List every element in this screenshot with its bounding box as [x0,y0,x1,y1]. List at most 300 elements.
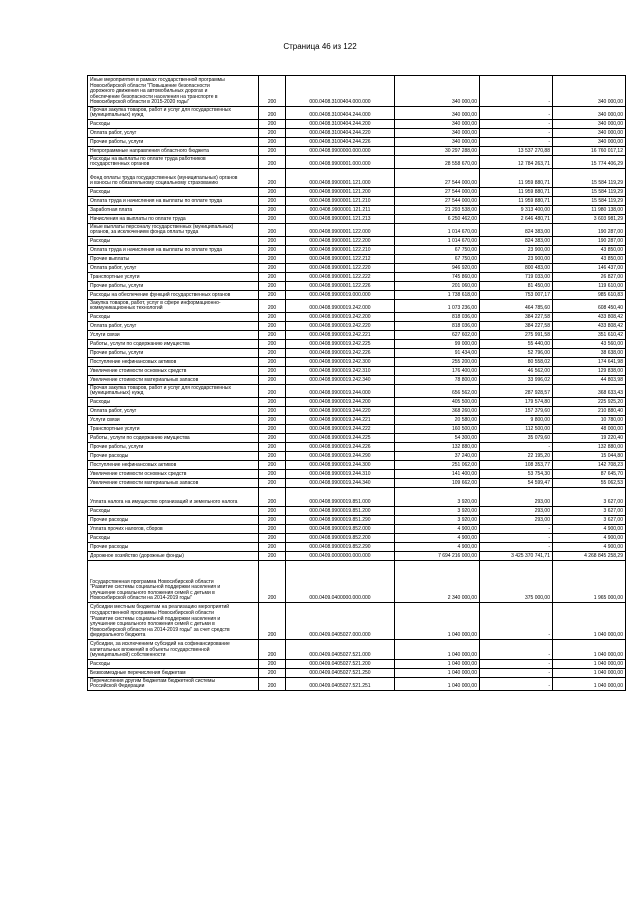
row-executed-cell: 293,00 [480,488,553,507]
table-row [88,273,626,282]
row-code-cell: 200 [259,322,286,331]
table-row [88,452,626,461]
row-executed-cell: 80 558,02 [480,358,553,367]
row-name-cell: Непрограммные направления областного бюджета [88,147,259,156]
row-code-cell: 200 [259,169,286,188]
table-row [88,129,626,138]
row-approved-cell: 1 040 000,00 [395,669,480,678]
row-executed-cell: - [480,678,553,691]
row-classifier-cell: 000.0409.0405027.000.000 [286,603,395,640]
table-row [88,425,626,434]
row-classifier-cell: 000.0408.9900019.244.226 [286,443,395,452]
row-remaining-cell: 15 584 119,29 [553,188,626,197]
table-row [88,543,626,552]
row-approved-cell: 3 920,00 [395,488,480,507]
row-name-cell: Прочие расходы [88,516,259,525]
row-approved-cell: 201 060,00 [395,282,480,291]
row-remaining-cell: 1 040 000,00 [553,669,626,678]
row-classifier-cell: 000.0408.9900019.244.220 [286,407,395,416]
row-executed-cell: 179 574,80 [480,398,553,407]
row-remaining-cell: 351 610,42 [553,331,626,340]
row-code-cell: 200 [259,107,286,120]
row-approved-cell: 67 750,00 [395,255,480,264]
row-code-cell: 200 [259,120,286,129]
row-code-cell: 200 [259,255,286,264]
row-executed-cell: 46 562,00 [480,367,553,376]
row-approved-cell: 27 544 000,00 [395,197,480,206]
row-code-cell: 200 [259,246,286,255]
row-approved-cell: 340 000,00 [395,76,480,107]
row-code-cell: 200 [259,376,286,385]
table-row [88,479,626,488]
row-remaining-cell: 26 827,00 [553,273,626,282]
table-row [88,488,626,507]
row-approved-cell: 745 860,00 [395,273,480,282]
row-classifier-cell: 000.0408.9900019.242.340 [286,376,395,385]
row-name-cell: Транспортные услуги [88,425,259,434]
row-code-cell: 200 [259,678,286,691]
row-remaining-cell: 10 780,00 [553,416,626,425]
row-code-cell: 200 [259,224,286,237]
table-row [88,255,626,264]
row-approved-cell: 340 000,00 [395,129,480,138]
row-executed-cell: - [480,525,553,534]
table-row [88,678,626,691]
row-executed-cell: 293,00 [480,516,553,525]
table-row [88,349,626,358]
row-name-cell: Государственная программа Новосибирской области "Развитие системы социальной поддержки населения и улучшение социального положения семей с детьми в Новосибирской области на 2014-2019 годы" [88,561,259,603]
row-classifier-cell: 000.0408.9900019.244.200 [286,398,395,407]
row-classifier-cell: 000.0408.9900019.852.000 [286,525,395,534]
row-executed-cell: 384 227,58 [480,322,553,331]
row-classifier-cell: 000.0408.9900001.122.200 [286,237,395,246]
table-row [88,416,626,425]
row-classifier-cell: 000.0408.9900001.121.210 [286,197,395,206]
table-row [88,660,626,669]
row-approved-cell: 340 000,00 [395,138,480,147]
table-row [88,76,626,107]
row-executed-cell: 108 353,77 [480,461,553,470]
row-code-cell: 200 [259,543,286,552]
row-remaining-cell: 119 610,00 [553,282,626,291]
row-code-cell: 200 [259,660,286,669]
table-row [88,246,626,255]
row-classifier-cell: 000.0408.9900019.242.226 [286,349,395,358]
row-name-cell: Расходы [88,534,259,543]
row-classifier-cell: 000.0408.9900019.852.290 [286,543,395,552]
table-row [88,237,626,246]
row-code-cell: 200 [259,188,286,197]
row-approved-cell: 160 500,00 [395,425,480,434]
row-classifier-cell: 000.0409.0405027.521.200 [286,660,395,669]
row-remaining-cell: 340 000,00 [553,129,626,138]
row-executed-cell: 824 383,00 [480,237,553,246]
row-classifier-cell: 000.0408.9900001.121.211 [286,206,395,215]
row-approved-cell: 6 250 462,00 [395,215,480,224]
row-name-cell: Оплата труда и начисления на выплаты по оплате труда [88,197,259,206]
row-name-cell: Поступление нефинансовых активов [88,461,259,470]
row-classifier-cell: 000.0408.9900019.244.000 [286,385,395,398]
row-code-cell: 200 [259,516,286,525]
row-executed-cell: 800 483,00 [480,264,553,273]
row-approved-cell: 340 000,00 [395,107,480,120]
row-remaining-cell: 1 040 000,00 [553,640,626,660]
row-remaining-cell: 190 287,00 [553,224,626,237]
row-code-cell: 200 [259,640,286,660]
row-executed-cell: 3 425 370 741,71 [480,552,553,561]
row-executed-cell: - [480,129,553,138]
row-approved-cell: 1 014 670,00 [395,224,480,237]
row-code-cell: 200 [259,534,286,543]
row-executed-cell: - [480,660,553,669]
row-executed-cell: 11 959 880,71 [480,188,553,197]
row-classifier-cell: 000.0408.3100404.244.226 [286,138,395,147]
row-executed-cell: 375 000,00 [480,561,553,603]
row-executed-cell: 33 996,02 [480,376,553,385]
row-code-cell: 200 [259,479,286,488]
row-remaining-cell: 43 560,00 [553,340,626,349]
table-row [88,197,626,206]
row-remaining-cell: 190 287,00 [553,237,626,246]
row-remaining-cell: 433 808,42 [553,313,626,322]
row-approved-cell: 4 900,00 [395,543,480,552]
row-remaining-cell: 15 774 406,29 [553,156,626,169]
row-classifier-cell: 000.0408.9900019.242.000 [286,300,395,313]
row-executed-cell: 23 900,00 [480,246,553,255]
row-classifier-cell: 000.0408.9900001.122.210 [286,246,395,255]
row-name-cell: Прочие работы, услуги [88,443,259,452]
table-row [88,376,626,385]
row-classifier-cell: 000.0408.9900019.242.310 [286,367,395,376]
row-name-cell: Расходы [88,237,259,246]
row-remaining-cell: 4 268 845 258,29 [553,552,626,561]
row-classifier-cell: 000.0409.0000000.000.000 [286,552,395,561]
row-classifier-cell: 000.0408.9900019.244.310 [286,470,395,479]
row-remaining-cell: 3 627,00 [553,516,626,525]
row-remaining-cell: 43 850,00 [553,246,626,255]
row-code-cell: 200 [259,385,286,398]
row-code-cell: 200 [259,561,286,603]
row-remaining-cell: 11 980 138,00 [553,206,626,215]
row-code-cell: 200 [259,340,286,349]
row-code-cell: 200 [259,470,286,479]
row-executed-cell: 22 195,20 [480,452,553,461]
row-approved-cell: 37 240,00 [395,452,480,461]
table-row [88,603,626,640]
table-row [88,215,626,224]
row-approved-cell: 340 000,00 [395,120,480,129]
row-classifier-cell: 000.0408.9900019.851.200 [286,507,395,516]
row-name-cell: Расходы [88,398,259,407]
row-classifier-cell: 000.0408.3100404.244.000 [286,107,395,120]
row-name-cell: Оплата работ, услуг [88,264,259,273]
row-executed-cell: - [480,543,553,552]
table-row [88,107,626,120]
row-executed-cell: - [480,534,553,543]
row-name-cell: Расходы [88,120,259,129]
row-name-cell: Транспортные услуги [88,273,259,282]
row-name-cell: Расходы на обеспечение функций государственных органов [88,291,259,300]
row-executed-cell: 12 784 263,71 [480,156,553,169]
row-remaining-cell: 4 900,00 [553,543,626,552]
row-classifier-cell: 000.0408.9900019.242.200 [286,313,395,322]
row-code-cell: 200 [259,425,286,434]
row-classifier-cell: 000.0408.9900000.000.000 [286,147,395,156]
table-row [88,169,626,188]
row-name-cell: Услуги связи [88,416,259,425]
row-code-cell: 200 [259,138,286,147]
row-name-cell: Субсидии местным бюджетам на реализацию мероприятий государственной программы Новосибирской области "Развитие системы социальной поддержки населения и улучшение социального положения семей с детьми в Новосибирской области на 2014-2019 годы" за счет средств федерального бюджета [88,603,259,640]
row-remaining-cell: 608 450,40 [553,300,626,313]
row-remaining-cell: 985 610,83 [553,291,626,300]
row-remaining-cell: 1 965 000,00 [553,561,626,603]
row-classifier-cell: 000.0408.9900001.122.220 [286,264,395,273]
row-classifier-cell: 000.0409.0400000.000.000 [286,561,395,603]
row-executed-cell: 824 383,00 [480,224,553,237]
row-approved-cell: 368 260,00 [395,407,480,416]
row-remaining-cell: 43 850,00 [553,255,626,264]
table-row [88,525,626,534]
row-name-cell: Уплата налога на имущество организаций и земельного налога [88,488,259,507]
row-remaining-cell: 48 000,00 [553,425,626,434]
row-code-cell: 200 [259,215,286,224]
row-code-cell: 200 [259,156,286,169]
row-code-cell: 200 [259,264,286,273]
row-name-cell: Расходы [88,507,259,516]
row-name-cell: Работы, услуги по содержанию имущества [88,434,259,443]
row-name-cell: Начисления на выплаты по оплате труда [88,215,259,224]
table-row [88,434,626,443]
row-name-cell: Дорожное хозяйство (дорожные фонды) [88,552,259,561]
row-approved-cell: 818 036,00 [395,322,480,331]
row-executed-cell: 287 928,57 [480,385,553,398]
row-code-cell: 200 [259,525,286,534]
row-classifier-cell: 000.0409.0405027.521.000 [286,640,395,660]
row-approved-cell: 946 920,00 [395,264,480,273]
row-classifier-cell: 000.0408.9900001.122.000 [286,224,395,237]
row-approved-cell: 405 500,00 [395,398,480,407]
row-executed-cell: 9 313 400,00 [480,206,553,215]
row-approved-cell: 141 400,00 [395,470,480,479]
row-approved-cell: 99 000,00 [395,340,480,349]
row-classifier-cell: 000.0408.9900019.244.222 [286,425,395,434]
row-code-cell: 200 [259,398,286,407]
row-executed-cell: - [480,138,553,147]
row-name-cell: Прочие работы, услуги [88,282,259,291]
row-approved-cell: 176 400,00 [395,367,480,376]
row-name-cell: Услуги связи [88,331,259,340]
row-remaining-cell: 16 760 017,12 [553,147,626,156]
table-row [88,188,626,197]
row-name-cell: Расходы [88,188,259,197]
row-name-cell: Расходы [88,660,259,669]
row-executed-cell: 464 785,60 [480,300,553,313]
row-classifier-cell: 000.0408.9900019.242.220 [286,322,395,331]
row-executed-cell: 11 959 880,71 [480,169,553,188]
row-executed-cell: - [480,120,553,129]
table-row [88,313,626,322]
table-row [88,367,626,376]
row-remaining-cell: 340 000,00 [553,120,626,129]
table-row [88,470,626,479]
row-classifier-cell: 000.0408.9900001.121.000 [286,169,395,188]
row-approved-cell: 4 900,00 [395,525,480,534]
row-executed-cell: - [480,669,553,678]
row-remaining-cell: 3 627,00 [553,507,626,516]
table-row [88,206,626,215]
row-remaining-cell: 15 584 119,29 [553,197,626,206]
row-executed-cell: - [480,76,553,107]
table-row [88,120,626,129]
row-name-cell: Иные выплаты персоналу государственных (муниципальных) органов, за исключением фонда оплаты труда [88,224,259,237]
row-code-cell: 200 [259,434,286,443]
row-approved-cell: 27 544 000,00 [395,169,480,188]
row-approved-cell: 27 544 000,00 [395,188,480,197]
row-remaining-cell: 340 000,00 [553,138,626,147]
row-code-cell: 200 [259,313,286,322]
table-row [88,331,626,340]
table-row [88,282,626,291]
row-approved-cell: 2 340 000,00 [395,561,480,603]
table-row [88,407,626,416]
row-approved-cell: 109 662,00 [395,479,480,488]
table-row [88,358,626,367]
row-name-cell: Субсидии, за исключением субсидий на софинансирование капитальных вложений в объекты государственной (муниципальной) собственности [88,640,259,660]
row-code-cell: 200 [259,507,286,516]
row-approved-cell: 1 073 236,00 [395,300,480,313]
row-executed-cell: - [480,443,553,452]
row-executed-cell: 719 033,00 [480,273,553,282]
row-executed-cell: 275 991,58 [480,331,553,340]
row-remaining-cell: 1 040 000,00 [553,678,626,691]
row-approved-cell: 627 602,00 [395,331,480,340]
row-executed-cell: 157 379,60 [480,407,553,416]
row-approved-cell: 3 920,00 [395,507,480,516]
row-name-cell: Увеличение стоимости основных средств [88,470,259,479]
table-row [88,300,626,313]
row-name-cell: Прочие расходы [88,452,259,461]
row-remaining-cell: 15 584 119,29 [553,169,626,188]
row-approved-cell: 4 900,00 [395,534,480,543]
row-remaining-cell: 146 437,00 [553,264,626,273]
row-remaining-cell: 87 645,70 [553,470,626,479]
table-row [88,322,626,331]
row-approved-cell: 1 040 000,00 [395,678,480,691]
row-remaining-cell: 44 803,98 [553,376,626,385]
row-approved-cell: 7 694 216 000,00 [395,552,480,561]
table-row [88,534,626,543]
row-classifier-cell: 000.0408.9900001.121.213 [286,215,395,224]
row-classifier-cell: 000.0408.9900019.852.200 [286,534,395,543]
row-approved-cell: 67 750,00 [395,246,480,255]
row-remaining-cell: 15 044,80 [553,452,626,461]
row-classifier-cell: 000.0408.9900001.122.212 [286,255,395,264]
row-executed-cell: 753 007,17 [480,291,553,300]
row-name-cell: Прочая закупка товаров, работ и услуг для государственных (муниципальных) нужд [88,107,259,120]
row-remaining-cell: 19 220,40 [553,434,626,443]
row-approved-cell: 1 040 000,00 [395,603,480,640]
row-executed-cell: 112 500,00 [480,425,553,434]
row-name-cell: Иные мероприятия в рамках государственной программы Новосибирской области "Повышение безопасности дорожного движения на автомобильных дорогах и обеспечение безопасности населения на транспорте в Новосибирской области в 2015-2020 годы" [88,76,259,107]
row-executed-cell: 54 599,47 [480,479,553,488]
row-name-cell: Прочие расходы [88,543,259,552]
row-code-cell: 200 [259,331,286,340]
row-classifier-cell: 000.0408.9900019.242.225 [286,340,395,349]
row-classifier-cell: 000.0408.9900001.000.000 [286,156,395,169]
row-approved-cell: 818 036,00 [395,313,480,322]
row-code-cell: 200 [259,76,286,107]
row-approved-cell: 1 040 000,00 [395,640,480,660]
row-classifier-cell: 000.0408.9900019.244.225 [286,434,395,443]
row-code-cell: 200 [259,358,286,367]
row-remaining-cell: 3 627,00 [553,488,626,507]
row-name-cell: Закупка товаров, работ, услуг в сфере информационно- коммуникационных технологий [88,300,259,313]
row-name-cell: Прочие работы, услуги [88,138,259,147]
row-code-cell: 200 [259,237,286,246]
row-name-cell: Фонд оплаты труда государственных (муниципальных) органов и взносы по обязательному социальному страхованию [88,169,259,188]
row-executed-cell: - [480,640,553,660]
row-remaining-cell: 129 838,00 [553,367,626,376]
row-classifier-cell: 000.0408.9900019.244.290 [286,452,395,461]
row-name-cell: Увеличение стоимости материальных запасов [88,376,259,385]
row-code-cell: 200 [259,603,286,640]
row-name-cell: Расходы на выплаты по оплате труда работников государственных органов [88,156,259,169]
row-name-cell: Работы, услуги по содержанию имущества [88,340,259,349]
row-remaining-cell: 3 603 981,29 [553,215,626,224]
row-classifier-cell: 000.0408.9900019.242.300 [286,358,395,367]
row-name-cell: Прочие работы, услуги [88,349,259,358]
row-code-cell: 200 [259,282,286,291]
row-executed-cell: 2 646 480,71 [480,215,553,224]
row-approved-cell: 1 014 670,00 [395,237,480,246]
row-code-cell: 200 [259,367,286,376]
row-name-cell: Расходы [88,313,259,322]
row-name-cell: Уплата прочих налогов, сборов [88,525,259,534]
row-remaining-cell: 340 000,00 [553,107,626,120]
table-row [88,398,626,407]
row-classifier-cell: 000.0409.0405027.521.251 [286,678,395,691]
row-code-cell: 200 [259,552,286,561]
row-name-cell: Прочие выплаты [88,255,259,264]
table-row [88,138,626,147]
row-classifier-cell: 000.0408.3100404.244.200 [286,120,395,129]
budget-execution-table [87,75,626,691]
row-approved-cell: 132 880,00 [395,443,480,452]
row-executed-cell: - [480,603,553,640]
row-remaining-cell: 1 040 000,00 [553,603,626,640]
table-row [88,224,626,237]
row-code-cell: 200 [259,669,286,678]
row-executed-cell: 23 900,00 [480,255,553,264]
row-remaining-cell: 38 638,00 [553,349,626,358]
row-code-cell: 200 [259,416,286,425]
table-row [88,552,626,561]
row-code-cell: 200 [259,197,286,206]
row-approved-cell: 20 580,00 [395,416,480,425]
row-approved-cell: 21 293 538,00 [395,206,480,215]
row-approved-cell: 28 558 670,00 [395,156,480,169]
row-code-cell: 200 [259,349,286,358]
row-approved-cell: 656 562,00 [395,385,480,398]
table-row [88,156,626,169]
row-remaining-cell: 55 062,53 [553,479,626,488]
row-name-cell: Оплата работ, услуг [88,322,259,331]
row-code-cell: 200 [259,461,286,470]
row-classifier-cell: 000.0408.9900001.122.222 [286,273,395,282]
row-remaining-cell: 225 925,20 [553,398,626,407]
table-row [88,385,626,398]
row-name-cell: Оплата работ, услуг [88,129,259,138]
